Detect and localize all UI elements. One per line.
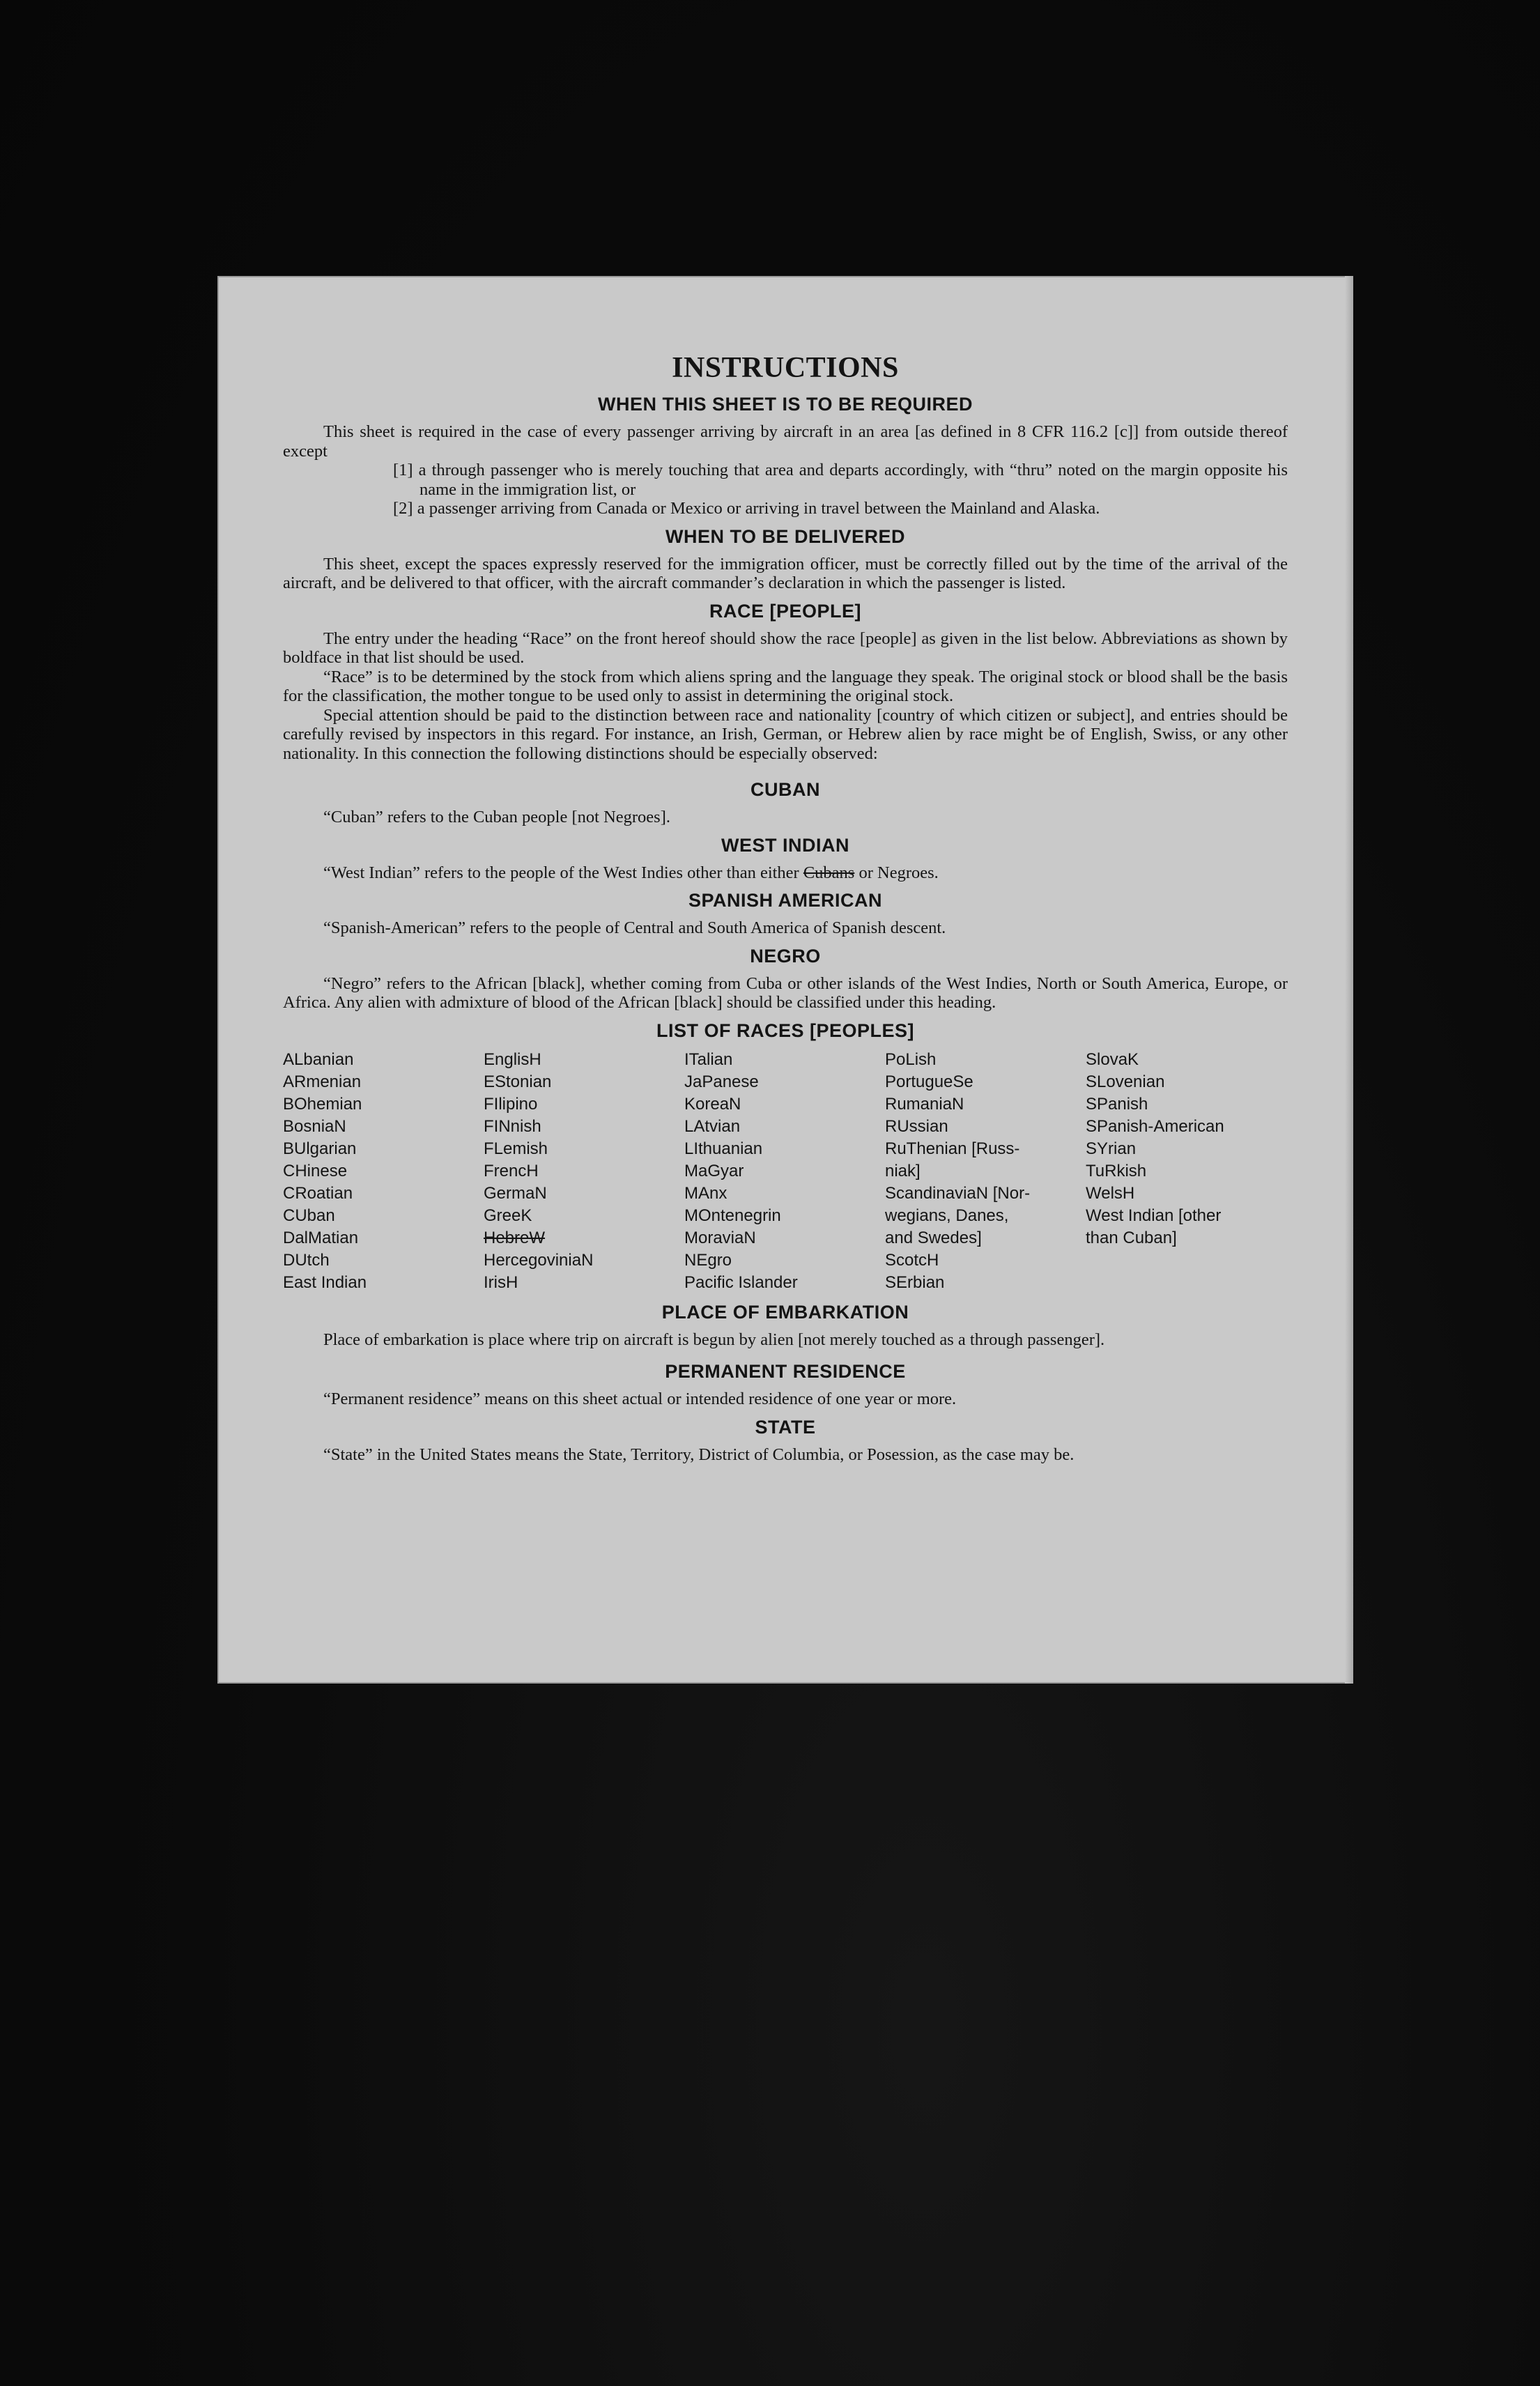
race-item: SPanish-American: [1086, 1116, 1224, 1136]
race-paragraph-3: Special attention should be paid to the distinction between race and nationality [country of which citizen or subject], and entries should be carefully revised by inspectors in this regard. For instance, an Irish, German, or Hebrew alien by race might be of English, Swiss, or any other nationality. In this connection the following distinctions should be especially observed:: [283, 705, 1288, 763]
race-item: ScotcH: [885, 1250, 939, 1270]
race-item: ALbanian: [283, 1049, 354, 1069]
heading-cuban: CUBAN: [750, 779, 820, 800]
heading-state: STATE: [755, 1416, 816, 1438]
race-paragraph-1: The entry under the heading “Race” on the front hereof should show the race [people] as given in the list below. Abbreviations as shown by boldface in that list should be used.: [283, 629, 1288, 667]
race-item: MOntenegrin: [684, 1206, 781, 1225]
race-item: Pacific Islander: [684, 1272, 798, 1292]
heading-residence: PERMANENT RESIDENCE: [665, 1361, 906, 1382]
west-indian-text-struck: Cubans: [803, 863, 855, 882]
race-item: TuRkish: [1086, 1161, 1147, 1180]
race-item: FINnish: [484, 1116, 541, 1136]
race-item: MaGyar: [684, 1161, 744, 1180]
heading-embarkation: PLACE OF EMBARKATION: [661, 1301, 909, 1323]
residence-text: “Permanent residence” means on this sheet actual or intended residence of one year or more.: [323, 1390, 957, 1408]
race-item: RuThenian [Russ- niak]: [885, 1139, 1020, 1180]
cuban-text: “Cuban” refers to the Cuban people [not Negroes].: [323, 808, 670, 826]
race-column-3: [684, 1049, 885, 1294]
race-item: BUlgarian: [283, 1139, 357, 1158]
race-item: GermaN: [484, 1183, 547, 1203]
heading-west-indian: WEST INDIAN: [721, 834, 849, 856]
race-item: CRoatian: [283, 1183, 353, 1203]
race-item: SYrian: [1086, 1139, 1137, 1158]
race-item: HebreW: [484, 1228, 546, 1247]
race-item: DUtch: [283, 1250, 330, 1270]
race-item: SErbian: [885, 1272, 945, 1292]
race-item: PortugueSe: [885, 1072, 973, 1091]
race-item: NEgro: [684, 1250, 732, 1270]
race-item: SLovenian: [1086, 1072, 1165, 1091]
heading-delivered: WHEN TO BE DELIVERED: [665, 525, 906, 547]
sheet-content: [283, 351, 1288, 1464]
heading-negro: NEGRO: [750, 945, 821, 967]
required-item-2: [2] a passenger arriving from Canada or Mexico or arriving in travel between the Mainland and Alaska.: [393, 499, 1100, 518]
race-item: JaPanese: [684, 1072, 759, 1091]
embarkation-text: Place of embarkation is place where trip on aircraft is begun by alien [not merely touched as a through passenger].: [323, 1330, 1105, 1349]
required-intro: This sheet is required in the case of every passenger arriving by aircraft in an area [as defined in 8 CFR 116.2 [c]] from outside thereof except: [283, 422, 1288, 461]
race-item: CUban: [283, 1206, 335, 1225]
race-item: DalMatian: [283, 1228, 359, 1247]
race-column-4: [885, 1049, 1086, 1294]
race-item: FrencH: [484, 1161, 539, 1180]
race-paragraph-2: “Race” is to be determined by the stock from which aliens spring and the language they speak. The original stock or blood shall be the basis for the classification, the mother tongue to be used only to assist in determining the original stock.: [283, 667, 1288, 705]
race-item: ScandinaviaN [Nor- wegians, Danes, and Swedes]: [885, 1183, 1031, 1247]
race-item: MoraviaN: [684, 1228, 756, 1247]
west-indian-text-after: or Negroes.: [854, 863, 939, 882]
instruction-sheet: [217, 276, 1353, 1684]
heading-spanish-american: SPANISH AMERICAN: [688, 890, 882, 911]
race-item: ITalian: [684, 1049, 733, 1069]
race-item: LIthuanian: [684, 1139, 763, 1158]
west-indian-text: [283, 863, 1288, 883]
race-item: RumaniaN: [885, 1094, 964, 1114]
race-column-5: [1086, 1049, 1288, 1294]
race-item: HercegoviniaN: [484, 1250, 594, 1270]
race-item: East Indian: [283, 1272, 367, 1292]
race-item: MAnx: [684, 1183, 727, 1203]
race-item: EnglisH: [484, 1049, 541, 1069]
race-item: FIlipino: [484, 1094, 538, 1114]
west-indian-text-before: “West Indian” refers to the people of the West Indies other than either: [323, 863, 803, 882]
sheet-edge: [1345, 276, 1353, 1684]
state-text: “State” in the United States means the State, Territory, District of Columbia, or Posession, as the case may be.: [323, 1445, 1075, 1464]
negro-text: “Negro” refers to the African [black], whether coming from Cuba or other islands of the West Indies, North or South America, Europe, or Africa. Any alien with admixture of blood of the African [black] should be classified under this heading.: [283, 973, 1288, 1012]
heading-races: LIST OF RACES [PEOPLES]: [656, 1019, 915, 1041]
race-item: KoreaN: [684, 1094, 741, 1114]
race-list: [283, 1049, 1288, 1294]
race-item: WelsH: [1086, 1183, 1135, 1203]
race-item: SPanish: [1086, 1094, 1148, 1114]
race-item: GreeK: [484, 1206, 532, 1225]
race-item: CHinese: [283, 1161, 348, 1180]
document-title: INSTRUCTIONS: [672, 352, 899, 384]
spanish-american-text: “Spanish-American” refers to the people of Central and South America of Spanish descent.: [323, 918, 946, 937]
heading-required: WHEN THIS SHEET IS TO BE REQUIRED: [597, 394, 973, 415]
race-item: LAtvian: [684, 1116, 741, 1136]
delivered-text: This sheet, except the spaces expressly reserved for the immigration officer, must be correctly filled out by the time of the arrival of the aircraft, and be delivered to that officer, with the aircraft commander’s declaration in which the passenger is listed.: [283, 554, 1288, 592]
heading-race: RACE [PEOPLE]: [709, 600, 862, 622]
race-item: BosniaN: [283, 1116, 346, 1136]
race-item: SlovaK: [1086, 1049, 1139, 1069]
race-item: ARmenian: [283, 1072, 362, 1091]
race-item: RUssian: [885, 1116, 948, 1136]
required-item-1: [1] a through passenger who is merely touching that area and departs accordingly, with “thru” noted on the margin opposite his name in the immigration list, or: [393, 461, 1288, 499]
race-item: FLemish: [484, 1139, 548, 1158]
race-item: EStonian: [484, 1072, 552, 1091]
race-column-2: [484, 1049, 684, 1294]
race-item: West Indian [other than Cuban]: [1086, 1206, 1222, 1247]
race-item: IrisH: [484, 1272, 518, 1292]
race-item: PoLish: [885, 1049, 937, 1069]
race-column-1: [283, 1049, 484, 1294]
race-item: BOhemian: [283, 1094, 362, 1114]
